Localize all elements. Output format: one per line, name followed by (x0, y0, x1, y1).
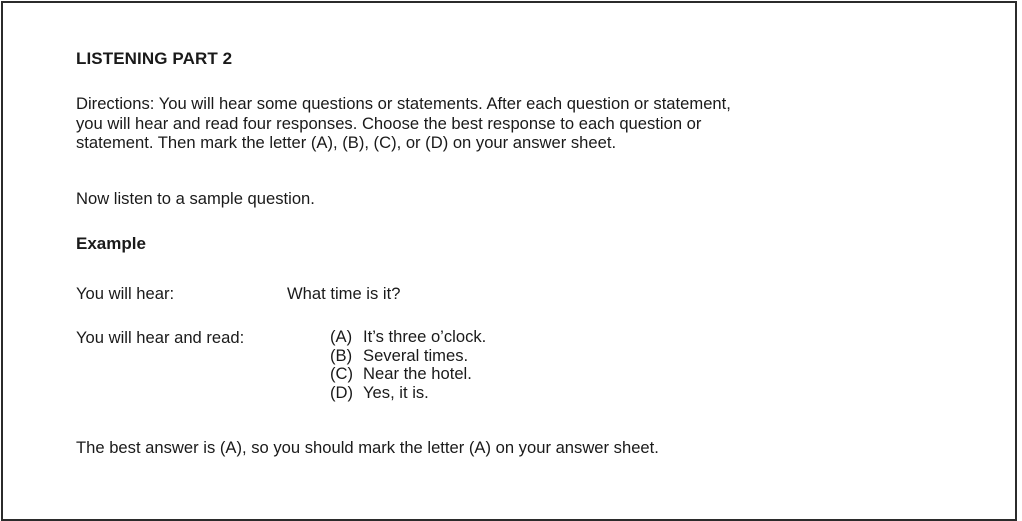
section-title: LISTENING PART 2 (76, 49, 233, 68)
directions-line: you will hear and read four responses. Choose the best response to each question or (76, 113, 702, 133)
option-text: Near the hotel. (363, 364, 472, 383)
response-option-a (330, 328, 486, 347)
option-text: It’s three o’clock. (363, 327, 487, 346)
directions-paragraph (76, 94, 956, 153)
option-letter: (B) (330, 345, 353, 365)
hear-value: What time is it? (287, 284, 401, 303)
option-letter: (C) (330, 364, 354, 383)
response-options (330, 328, 486, 402)
example-heading: Example (76, 234, 146, 253)
option-letter: (D) (330, 382, 354, 402)
option-text: Several times. (363, 345, 469, 365)
response-option-b (330, 347, 486, 366)
directions-line: statement. Then mark the letter (A), (B), (C), or (D) on your answer sheet. (76, 133, 617, 152)
best-answer-note: The best answer is (A), so you should mark the letter (A) on your answer sheet. (76, 438, 659, 457)
option-text: Yes, it is. (363, 382, 429, 402)
response-option-d (330, 384, 486, 403)
response-option-c (330, 365, 486, 384)
hear-read-label: You will hear and read: (76, 328, 245, 347)
sample-intro: Now listen to a sample question. (76, 189, 315, 208)
directions-line: Directions: You will hear some questions or statements. After each question or statement, (76, 94, 731, 113)
hear-label: You will hear: (76, 284, 175, 303)
option-letter: (A) (330, 327, 353, 346)
